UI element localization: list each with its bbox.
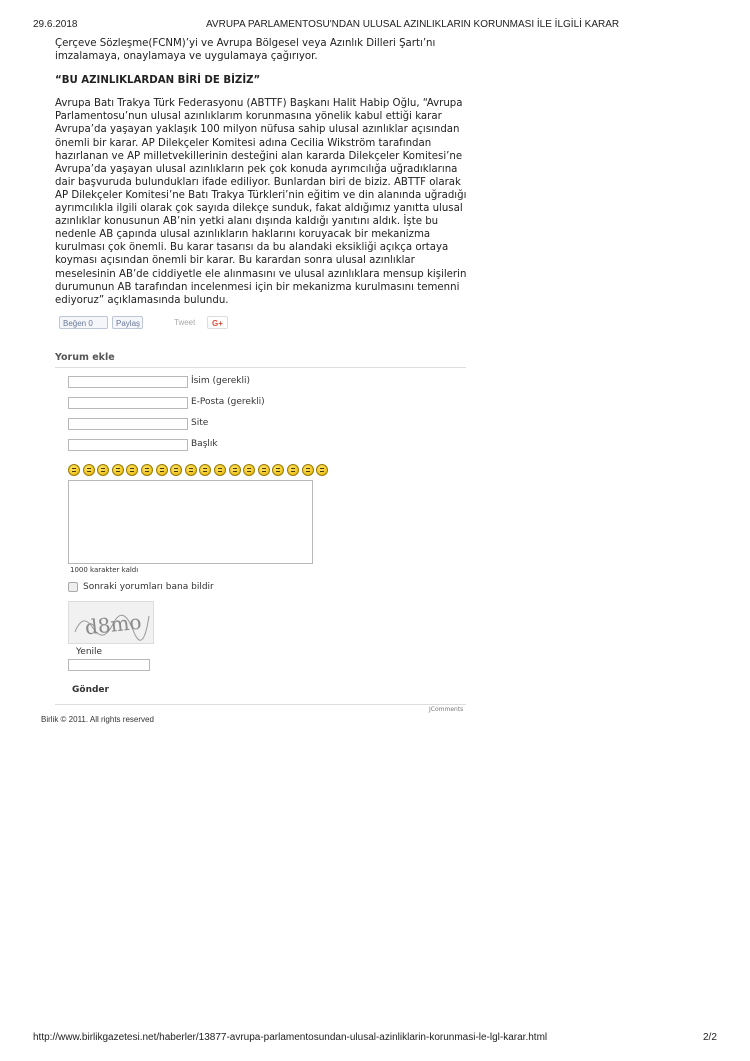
smiley-icon[interactable] xyxy=(229,464,241,476)
tweet-button[interactable]: Tweet xyxy=(174,318,196,327)
google-plus-button[interactable]: G+ xyxy=(207,316,228,329)
notify-label: Sonraki yorumları bana bildir xyxy=(83,582,214,592)
char-counter: 1000 karakter kaldı xyxy=(70,566,139,574)
smiley-icon[interactable] xyxy=(316,464,328,476)
print-page-number: 2/2 xyxy=(703,1032,717,1043)
facebook-like-button[interactable]: Beğen 0 xyxy=(59,316,108,329)
article-intro: Çerçeve Sözleşme(FCNM)’yi ve Avrupa Bölgesel veya Azınlık Dilleri Şartı’nı imzalamaya, onaylamaya ve uygulamaya çağırıyor. xyxy=(55,38,436,63)
notify-checkbox[interactable] xyxy=(68,582,78,592)
article-subheading: “BU AZINLIKLARDAN BİRİ DE BİZİZ” xyxy=(55,75,261,87)
smiley-icon[interactable] xyxy=(258,464,270,476)
smiley-icon[interactable] xyxy=(302,464,314,476)
submit-button[interactable]: Gönder xyxy=(72,685,109,695)
smiley-icon[interactable] xyxy=(243,464,255,476)
divider xyxy=(55,367,466,368)
smiley-icon[interactable] xyxy=(126,464,138,476)
smiley-icon[interactable] xyxy=(112,464,124,476)
smiley-icon[interactable] xyxy=(141,464,153,476)
email-input[interactable] xyxy=(68,397,188,409)
subject-input[interactable] xyxy=(68,439,188,451)
comment-textarea[interactable] xyxy=(68,480,313,564)
name-label: İsim (gerekli) xyxy=(191,376,250,386)
smiley-icon[interactable] xyxy=(68,464,80,476)
smiley-icon[interactable] xyxy=(156,464,168,476)
smiley-icon[interactable] xyxy=(170,464,182,476)
name-input[interactable] xyxy=(68,376,188,388)
article-content xyxy=(55,37,467,307)
site-copyright: Birlik © 2011. All rights reserved xyxy=(41,715,154,724)
facebook-share-button[interactable]: Paylaş xyxy=(112,316,143,329)
smiley-icon[interactable] xyxy=(97,464,109,476)
captcha-text: d8mo xyxy=(83,609,143,640)
smiley-icon[interactable] xyxy=(83,464,95,476)
comment-form-title: Yorum ekle xyxy=(55,352,115,363)
email-label: E-Posta (gerekli) xyxy=(191,397,265,407)
print-date: 29.6.2018 xyxy=(33,19,78,30)
subject-label: Başlık xyxy=(191,439,218,449)
smiley-icon[interactable] xyxy=(185,464,197,476)
divider xyxy=(55,704,466,705)
captcha-refresh-link[interactable]: Yenile xyxy=(76,647,103,657)
print-page-title: AVRUPA PARLAMENTOSU'NDAN ULUSAL AZINLIKLARIN KORUNMASI İLE İLGİLİ KARAR xyxy=(206,19,620,30)
jcomments-link[interactable]: JComments xyxy=(429,706,464,713)
smiley-icon[interactable] xyxy=(214,464,226,476)
print-url: http://www.birlikgazetesi.net/haberler/13877-avrupa-parlamentosundan-ulusal-azinliklarin-korunmasi-le-lgl-karar.html xyxy=(33,1032,548,1043)
site-label: Site xyxy=(191,418,209,428)
article-body: Avrupa Batı Trakya Türk Federasyonu (ABTTF) Başkanı Halit Habip Oğlu, “Avrupa Parlamentosu’nun ulusal azınlıklarım korunmasına yönelik kabul ettiği karar Avrupa’da yaşayan yaklaşık 100 milyon nüfusa sahip ulusal azınlıklar açısından önemli bir karar. AP Dilekçeler Komitesi adına Cecilia Wikström tarafından hazırlanan ve AP milletvekillerinin desteğini alan kararda Dilekçeler Komitesi’ne Avrupa’da yaşayan ulusal azınlıkların pek çok konuda ayrımcılığa uğradıklarına dair başvuruda bulundukları ifade ediliyor. Bunlardan biri de biziz. ABTTF olarak AP Dilekçeler Komitesi’ne Batı Trakya Türkleri’nin eğitim ve din alanında uğradığı ayrımcılıkla ilgili olarak çok sayıda dilekçe sunduk, fakat aldığımız yanıtta ulusal azınlıklar konusunun AB’nin yetki alanı dışında kaldığı yanıtını aldık. İşte bu nedenle AB çapında ulusal azınlıkların haklarını koruyacak bir mekanizma kurulması çok önemli. Bu karar tasarısı da bu alandaki eksikliği açıkça ortaya koyması açısından önemli bir karar. Bu karardan sonra ulusal azınlıklar meselesinin AB’de ciddiyetle ele alınmasını ve ulusal azınlıklara mensup kişilerin durumunun AB tarafından incelenmesi için bir mekanizma kurulmasını temenni ediyoruz” açıklamasında bulundu. xyxy=(55,98,467,306)
captcha-input[interactable] xyxy=(68,659,150,671)
smiley-icon[interactable] xyxy=(199,464,211,476)
captcha-graphic xyxy=(69,602,153,643)
captcha-image xyxy=(68,601,154,644)
site-input[interactable] xyxy=(68,418,188,430)
smiley-icon[interactable] xyxy=(287,464,299,476)
smiley-icon[interactable] xyxy=(272,464,284,476)
